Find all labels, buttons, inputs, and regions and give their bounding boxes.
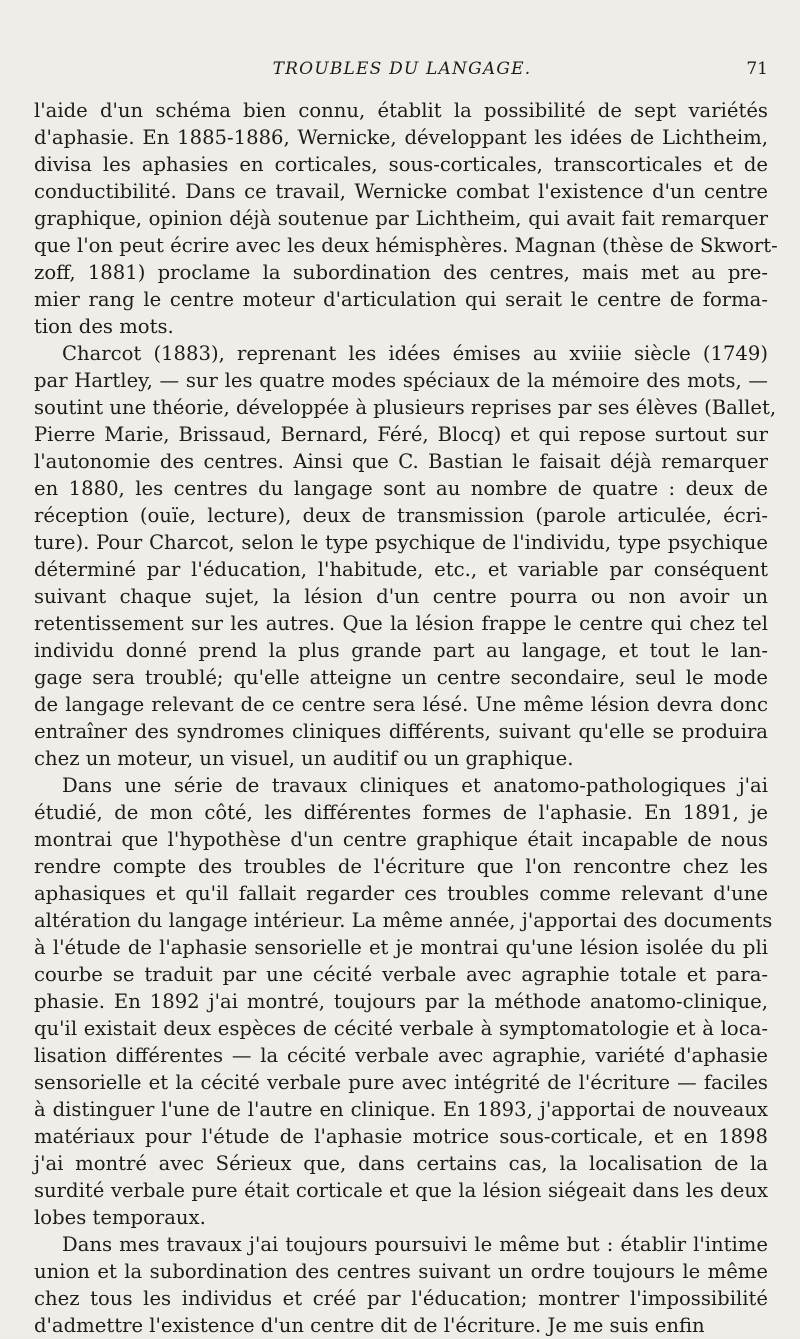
page-number: 71 (746, 59, 768, 79)
text-line: soutint une théorie, développée à plusieurs reprises par ses élèves (Ballet, (34, 396, 777, 419)
text-line: Dans mes travaux j'ai toujours poursuivi le même but : établir l'intime (62, 1233, 768, 1256)
text-line: à l'étude de l'aphasie sensorielle et je montrai qu'une lésion isolée du pli (34, 936, 768, 959)
text-line: courbe se traduit par une cécité verbale avec agraphie totale et para- (34, 963, 768, 986)
text-line: graphique, opinion déjà soutenue par Lichtheim, qui avait fait remarquer (34, 207, 768, 230)
text-line: chez un moteur, un visuel, un auditif ou un graphique. (34, 747, 574, 770)
text-line: ture). Pour Charcot, selon le type psychique de l'individu, type psychique (34, 531, 768, 554)
text-line: étudié, de mon côté, les différentes formes de l'aphasie. En 1891, je (34, 801, 768, 824)
text-line: de langage relevant de ce centre sera lésé. Une même lésion devra donc (34, 693, 768, 716)
text-line: divisa les aphasies en corticales, sous-corticales, transcorticales et de (34, 153, 768, 176)
text-line: gage sera troublé; qu'elle atteigne un centre secondaire, seul le mode (34, 666, 768, 689)
text-line: surdité verbale pure était corticale et que la lésion siégeait dans les deux (34, 1179, 768, 1202)
text-line: par Hartley, — sur les quatre modes spéciaux de la mémoire des mots, — (34, 369, 768, 392)
text-line: à distinguer l'une de l'autre en clinique. En 1893, j'apportai de nouveaux (34, 1098, 768, 1121)
text-line: aphasiques et qu'il fallait regarder ces troubles comme relevant d'une (34, 882, 768, 905)
text-line: lobes temporaux. (34, 1206, 206, 1229)
text-line: rendre compte des troubles de l'écriture que l'on rencontre chez les (34, 855, 768, 878)
text-line: Charcot (1883), reprenant les idées émises au xviiie siècle (1749) (62, 342, 768, 365)
running-title: TROUBLES DU LANGAGE. (272, 59, 532, 79)
paragraph (34, 1231, 768, 1339)
text-line: retentissement sur les autres. Que la lésion frappe le centre qui chez tel (34, 612, 768, 635)
text-line: suivant chaque sujet, la lésion d'un centre pourra ou non avoir un (34, 585, 768, 608)
text-line: qu'il existait deux espèces de cécité verbale à symptomatologie et à loca- (34, 1017, 768, 1040)
text-line: déterminé par l'éducation, l'habitude, etc., et variable par conséquent (34, 558, 768, 581)
paragraph (34, 340, 777, 772)
text-line: Dans une série de travaux cliniques et anatomo-pathologiques j'ai (62, 774, 768, 797)
page-header (34, 59, 770, 91)
text-line: d'admettre l'existence d'un centre dit de l'écriture. Je me suis enfin (34, 1314, 705, 1337)
text-line: Pierre Marie, Brissaud, Bernard, Féré, Blocq) et qui repose surtout sur (34, 423, 768, 446)
paragraph (34, 772, 773, 1231)
text-line: altération du langage intérieur. La même année, j'apportai des documents (34, 909, 773, 932)
text-line: l'autonomie des centres. Ainsi que C. Bastian le faisait déjà remarquer (34, 450, 768, 473)
body-text (34, 97, 778, 1339)
text-line: entraîner des syndromes cliniques différents, suivant qu'elle se produira (34, 720, 768, 743)
text-line: conductibilité. Dans ce travail, Wernicke combat l'existence d'un centre (34, 180, 768, 203)
text-line: que l'on peut écrire avec les deux hémisphères. Magnan (thèse de Skwort- (34, 234, 778, 257)
text-line: tion des mots. (34, 315, 174, 338)
text-line: lisation différentes — la cécité verbale avec agraphie, variété d'aphasie (34, 1044, 768, 1067)
text-line: individu donné prend la plus grande part au langage, et tout le lan- (34, 639, 768, 662)
text-line: union et la subordination des centres suivant un ordre toujours le même (34, 1260, 768, 1283)
text-line: d'aphasie. En 1885-1886, Wernicke, développant les idées de Lichtheim, (34, 126, 768, 149)
text-line: matériaux pour l'étude de l'aphasie motrice sous-corticale, et en 1898 (34, 1125, 768, 1148)
text-line: réception (ouïe, lecture), deux de transmission (parole articulée, écri- (34, 504, 768, 527)
text-line: montrai que l'hypothèse d'un centre graphique était incapable de nous (34, 828, 768, 851)
text-line: phasie. En 1892 j'ai montré, toujours par la méthode anatomo-clinique, (34, 990, 768, 1013)
text-line: chez tous les individus et créé par l'éducation; montrer l'impossibilité (34, 1287, 768, 1310)
text-line: zoff, 1881) proclame la subordination des centres, mais met au pre- (34, 261, 768, 284)
text-line: en 1880, les centres du langage sont au nombre de quatre : deux de (34, 477, 768, 500)
paragraph (34, 97, 778, 340)
text-line: l'aide d'un schéma bien connu, établit la possibilité de sept variétés (34, 99, 768, 122)
text-line: mier rang le centre moteur d'articulation qui serait le centre de forma- (34, 288, 768, 311)
text-line: sensorielle et la cécité verbale pure avec intégrité de l'écriture — faciles (34, 1071, 768, 1094)
text-line: j'ai montré avec Sérieux que, dans certains cas, la localisation de la (34, 1152, 768, 1175)
